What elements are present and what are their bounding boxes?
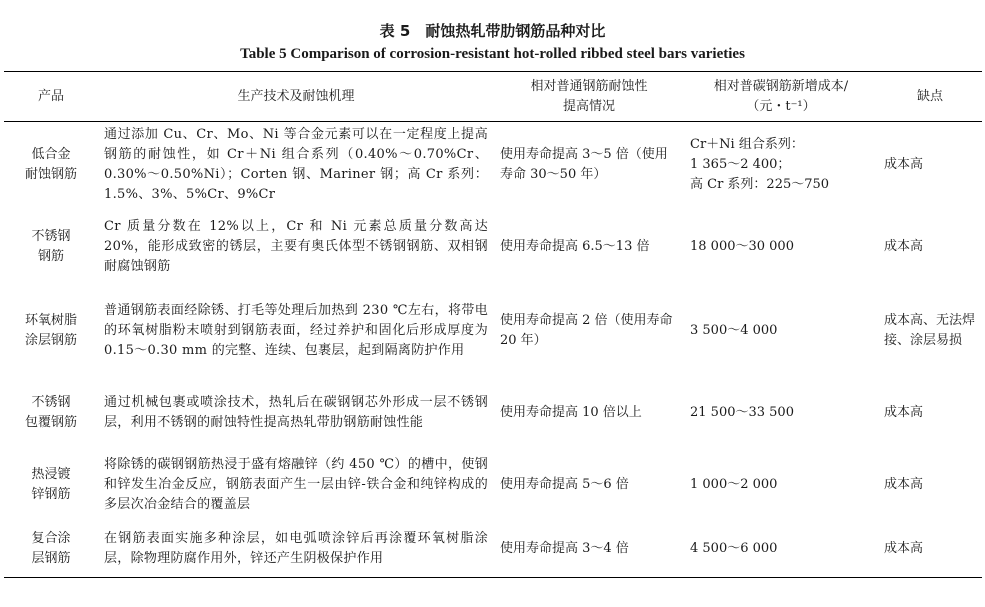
table-header-row [4,72,982,122]
header-product: 产品 [4,72,98,122]
cell-tech: 通过机械包裹或喷涂技术，热轧后在碳钢钢芯外形成一层不锈钢层，利用不锈钢的耐蚀特性提高热轧带肋钢筋耐蚀性能 [104,394,488,430]
cell-cons: 成本高 [884,404,924,420]
cell-product: 热浸镀 锌钢筋 [31,466,71,502]
cell-life: 使用寿命提高 5～6 倍 [500,476,629,492]
cell-cost: 1 000～2 000 [690,476,778,492]
cell-life: 使用寿命提高 2 倍（使用寿命 20 年） [500,312,673,348]
cell-life: 使用寿命提高 6.5～13 倍 [500,238,650,254]
header-cons: 缺点 [878,72,982,122]
cell-product: 不锈钢 包覆钢筋 [24,394,77,430]
cell-tech: 将除锈的碳钢钢筋热浸于盛有熔融锌（约 450 ℃）的槽中，使钢和锌发生冶金反应，钢筋表面产生一层由锌-铁合金和纯锌构成的多层次冶金结合的覆盖层 [104,456,488,512]
table-row [4,449,982,521]
cell-cost: Cr＋Ni 组合系列： 1 365～2 400； 高 Cr 系列：225～750 [690,137,830,193]
cell-cost: 21 500～33 500 [690,404,794,420]
header-life: 相对普通钢筋耐蚀性 提高情况 [494,72,684,122]
table-row [4,209,982,285]
table-row [4,521,982,578]
cell-product: 环氧树脂 涂层钢筋 [24,312,77,348]
cell-cons: 成本高 [878,521,982,578]
cell-cons: 成本高、无法焊接、涂层易损 [884,312,976,348]
cell-life: 使用寿命提高 3～4 倍 [494,521,684,578]
cell-life: 使用寿命提高 3～5 倍（使用寿命 30～50 年） [500,147,668,183]
table-row [4,377,982,449]
table-title-cn: 表 5 耐蚀热轧带肋钢筋品种对比 [379,22,606,40]
cell-cost: 4 500～6 000 [684,521,878,578]
cell-product: 复合涂 层钢筋 [4,521,98,578]
header-cost: 相对普碳钢筋新增成本/ （元・t⁻¹） [684,72,878,122]
cell-tech: 在钢筋表面实施多种涂层，如电弧喷涂锌后再涂覆环氧树脂涂层，除物理防腐作用外，锌还产生阴极保护作用 [98,521,494,578]
cell-cost: 3 500～4 000 [690,322,778,338]
cell-tech: Cr 质量分数在 12%以上，Cr 和 Ni 元素总质量分数高达 20%，能形成致密的锈层，主要有奥氏体型不锈钢钢筋、双相钢耐腐蚀钢筋 [104,218,488,274]
cell-cons: 成本高 [884,157,924,173]
table-title-en: Table 5 Comparison of corrosion-resistant hot-rolled ribbed steel bars varieties [240,46,745,62]
table-row [4,122,982,209]
cell-life: 使用寿命提高 10 倍以上 [500,404,642,420]
cell-cons: 成本高 [884,476,924,492]
cell-cons: 成本高 [884,238,924,254]
cell-product: 不锈钢 钢筋 [31,228,71,264]
cell-tech: 普通钢筋表面经除锈、打毛等处理后加热到 230 ℃左右，将带电的环氧树脂粉末喷射到钢筋表面，经过养护和固化后形成厚度为 0.15～0.30 mm 的完整、连续、包裹层，起到隔离防护作用 [104,302,488,358]
header-tech: 生产技术及耐蚀机理 [98,72,494,122]
cell-cost: 18 000～30 000 [690,238,794,254]
cell-product: 低合金 耐蚀钢筋 [24,147,77,183]
comparison-table [4,71,982,578]
table-row [4,285,982,377]
cell-tech: 通过添加 Cu、Cr、Mo、Ni 等合金元素可以在一定程度上提高钢筋的耐蚀性，如 Cr＋Ni 组合系列（0.40%～0.70%Cr、0.30%～0.50%Ni）；Corten 钢、Mariner 钢；高 Cr 系列：1.5%、3%、5%Cr、9%Cr [104,127,488,203]
